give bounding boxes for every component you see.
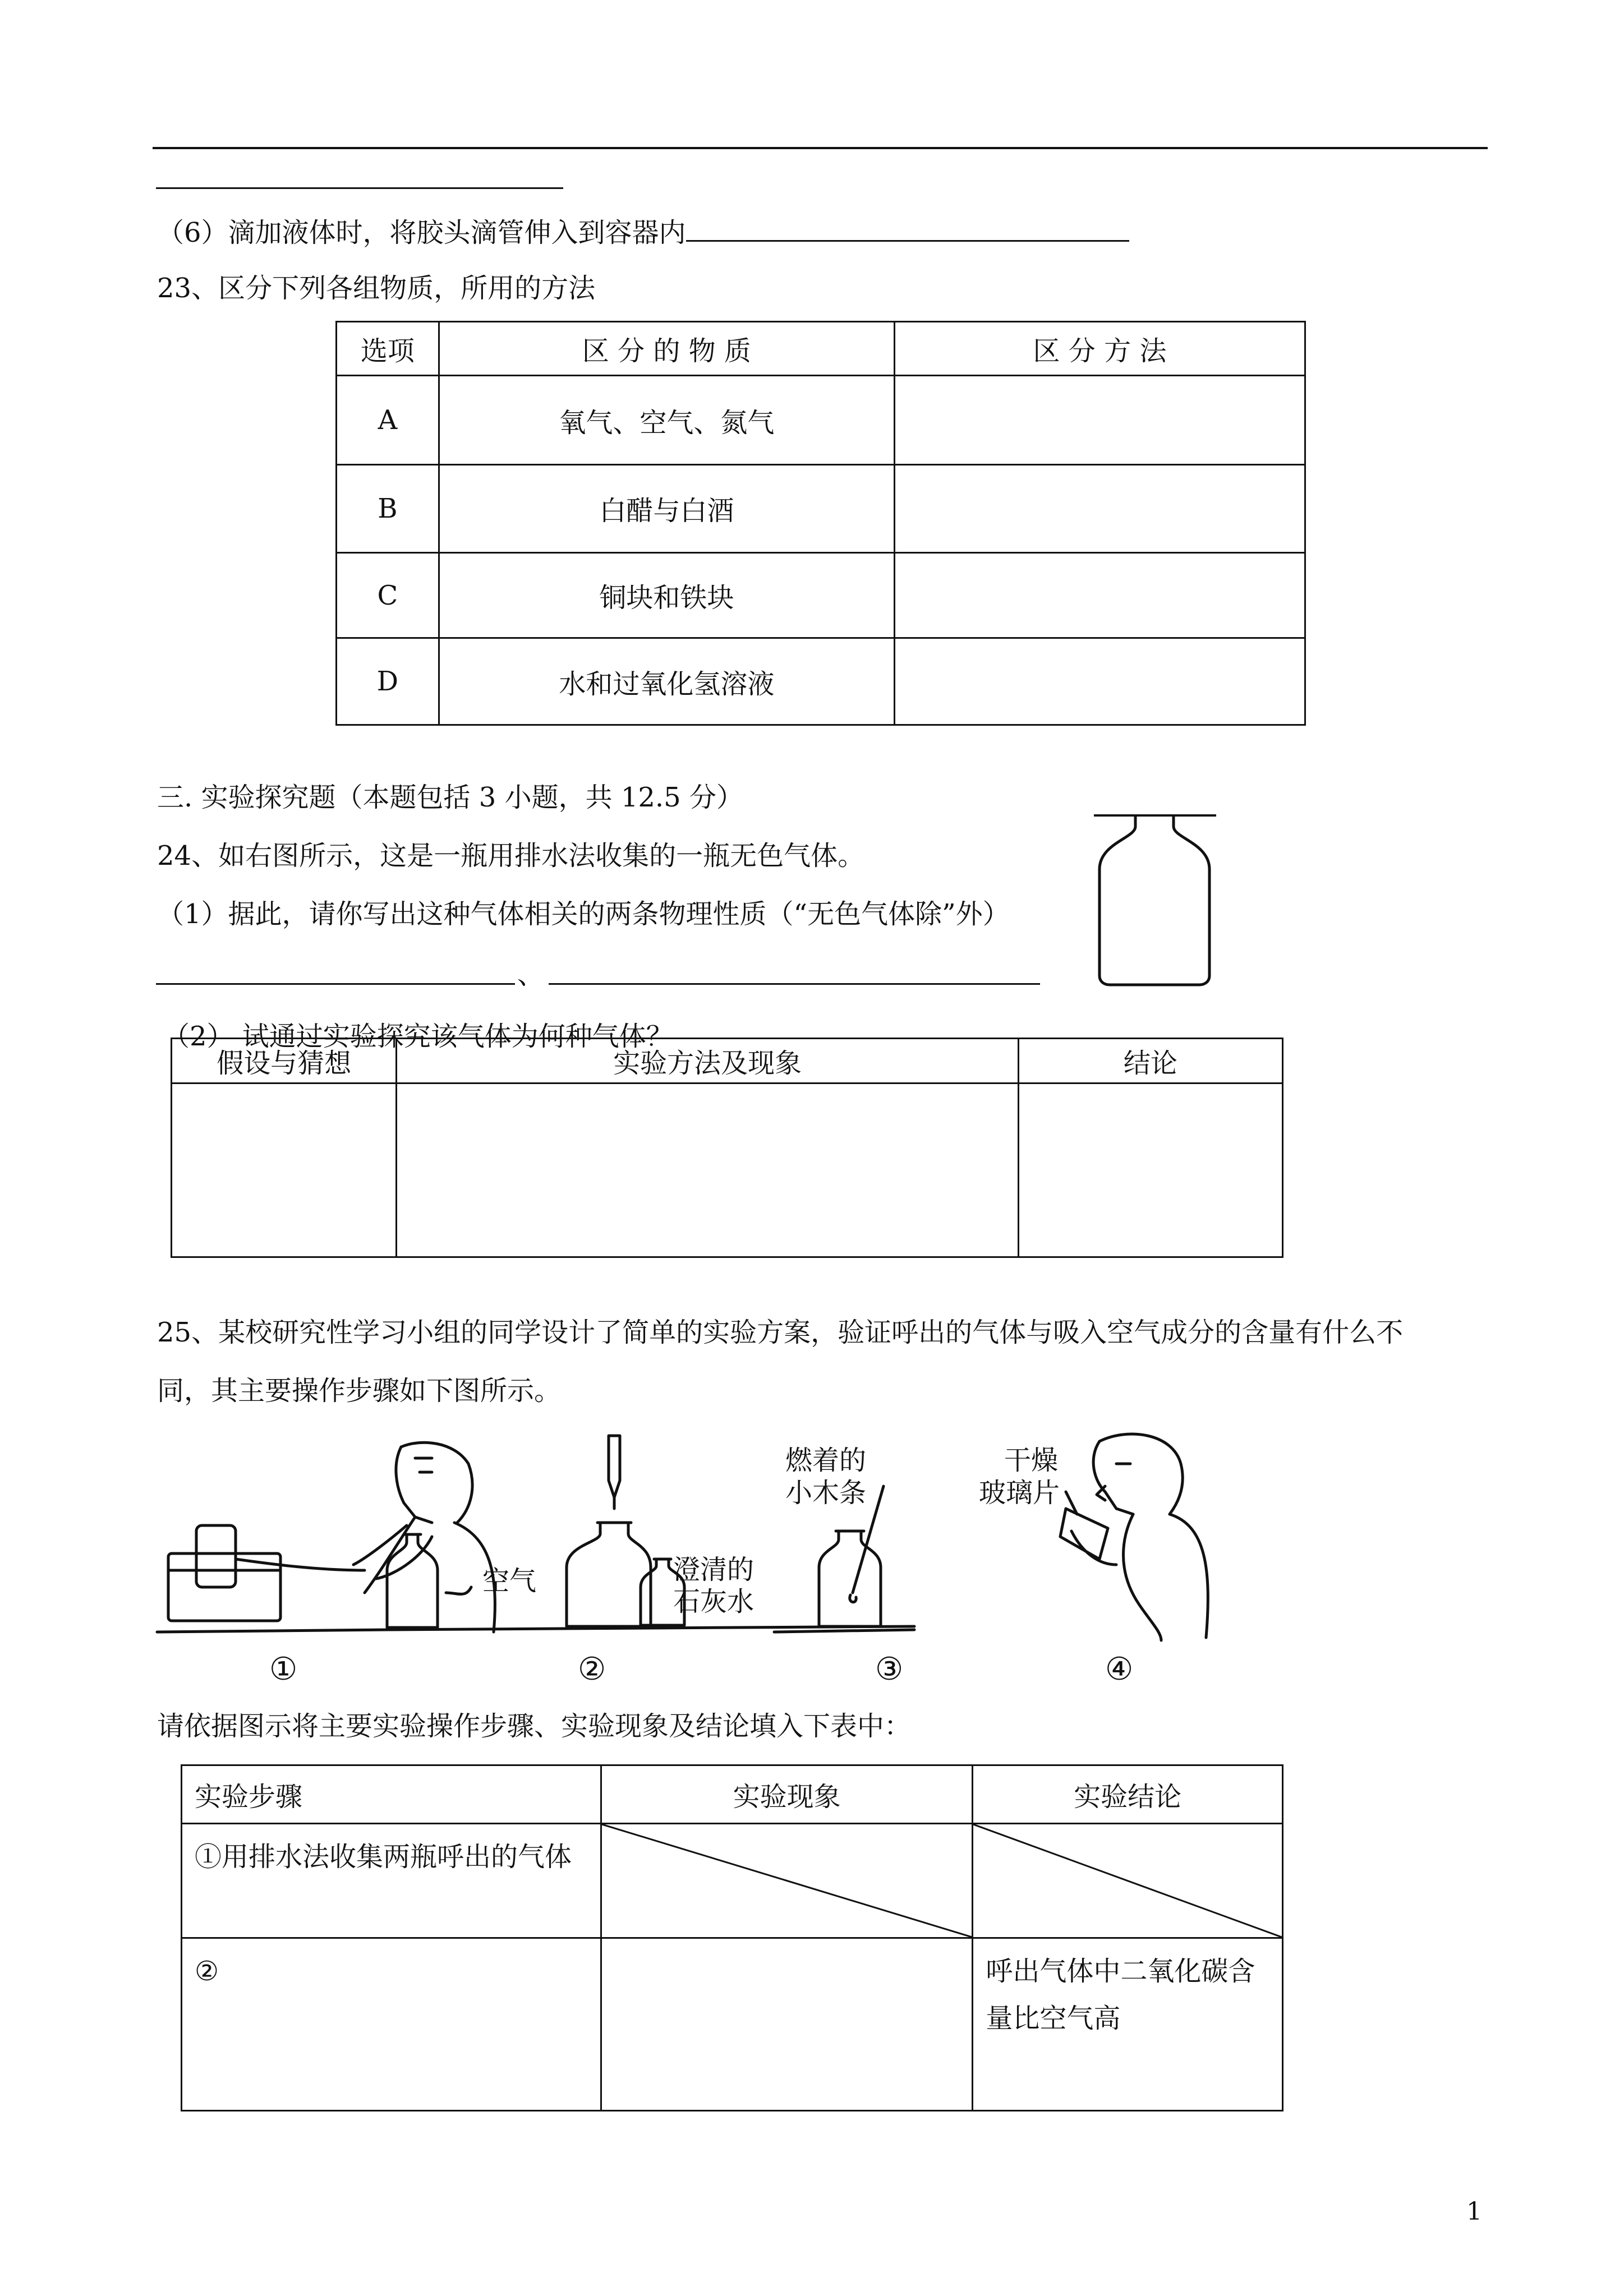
dropper-icon	[609, 1436, 620, 1509]
q25-row1-conclusion	[973, 1824, 1283, 1938]
q25-header-row	[182, 1765, 1283, 1824]
q24-intro: 24、如右图所示，这是一瓶用排水法收集的一瓶无色气体。	[157, 840, 865, 872]
label-glass-2: 玻璃片	[979, 1477, 1060, 1509]
label-limewater-2: 石灰水	[673, 1586, 755, 1617]
q23-row-d	[337, 638, 1305, 725]
label-step-3: ③	[875, 1651, 904, 1688]
q25-row2-step[interactable]: ②	[182, 1938, 601, 2111]
q23-row-b	[337, 465, 1305, 553]
q23-header-option: 选项	[337, 322, 439, 376]
q24-part2: （2） 试通过实验探究该气体为何种气体？	[163, 1021, 673, 1052]
header-rule	[153, 147, 1488, 149]
q23-method-a[interactable]	[894, 376, 1305, 465]
q23-option-a: A	[337, 376, 439, 465]
q25-header-step: 实验步骤	[182, 1765, 601, 1824]
q24-table	[171, 1038, 1283, 1258]
label-step-4: ④	[1105, 1651, 1134, 1688]
q24-header-row	[172, 1039, 1283, 1084]
q23-header-row	[337, 322, 1305, 376]
section3-title: 三. 实验探究题（本题包括 3 小题，共 12.5 分）	[157, 782, 743, 813]
label-limewater-1: 澄清的	[673, 1554, 755, 1585]
gas-bottle-icon	[1094, 808, 1229, 993]
q23-row-c	[337, 552, 1305, 638]
diagonal-slash-1	[602, 1824, 972, 1937]
label-air: 空气	[482, 1565, 537, 1597]
q23-option-c: C	[337, 552, 439, 638]
q23-header-method: 区 分 方 法	[894, 322, 1305, 376]
q25-table	[181, 1764, 1283, 2111]
q23-title: 23、区分下列各组物质，所用的方法	[157, 273, 596, 304]
label-step-2: ②	[578, 1651, 606, 1688]
person-breathing-glass-icon	[1060, 1434, 1208, 1640]
label-stick-1: 燃着的	[785, 1445, 867, 1476]
q22-item6-text: （6）滴加液体时，将胶头滴管伸入到容器内	[157, 217, 686, 248]
label-step-1: ①	[269, 1651, 298, 1688]
q23-substances-a: 氧气、空气、氮气	[439, 376, 894, 465]
q25-row1-step: ①用排水法收集两瓶呼出的气体	[182, 1824, 601, 1938]
q24-part1: （1）据此，请你写出这种气体相关的两条物理性质（“无色气体除”外）	[157, 898, 1010, 930]
q25-row2-conclusion: 呼出气体中二氧化碳含量比空气高	[973, 1938, 1283, 2111]
person-blowing-icon	[168, 1442, 495, 1632]
q24-header-hypothesis: 假设与猜想	[172, 1039, 397, 1084]
q23-substances-d: 水和过氧化氢溶液	[439, 638, 894, 725]
q22-item6	[157, 215, 1129, 250]
q25-intro-line1: 25、某校研究性学习小组的同学设计了简单的实验方案，验证呼出的气体与吸入空气成分的含量有什么不	[157, 1317, 1404, 1348]
page-number: 1	[1466, 2197, 1482, 2226]
bottle-2-icon	[567, 1523, 651, 1626]
q23-method-b[interactable]	[894, 465, 1305, 553]
q24-header-conclusion: 结论	[1018, 1039, 1282, 1084]
q24-header-method: 实验方法及现象	[397, 1039, 1018, 1084]
answer-line-prev	[156, 187, 563, 189]
q24-answer-row	[172, 1084, 1283, 1257]
q24-separator: 、	[517, 959, 545, 990]
q24-blank-1[interactable]	[156, 983, 515, 985]
q22-item6-blank[interactable]	[686, 215, 1129, 242]
q23-method-d[interactable]	[894, 638, 1305, 725]
q25-header-conclusion: 实验结论	[973, 1765, 1283, 1824]
q25-header-phenomenon: 实验现象	[601, 1765, 972, 1824]
label-glass-1: 干燥	[1004, 1445, 1059, 1476]
q25-row-2	[182, 1938, 1283, 2111]
q23-header-substances: 区 分 的 物 质	[439, 322, 894, 376]
q23-method-c[interactable]	[894, 552, 1305, 638]
q23-row-a	[337, 376, 1305, 465]
q24-blank-2[interactable]	[549, 983, 1040, 985]
diagonal-slash-2	[973, 1824, 1282, 1937]
q23-table	[335, 321, 1306, 726]
q24-conclusion-cell[interactable]	[1018, 1084, 1282, 1257]
q23-substances-c: 铜块和铁块	[439, 552, 894, 638]
q23-option-b: B	[337, 465, 439, 553]
q25-row1-phenomenon	[601, 1824, 972, 1938]
q25-row2-phenomenon[interactable]	[601, 1938, 972, 2111]
q24-hypothesis-cell[interactable]	[172, 1084, 397, 1257]
q25-row-1	[182, 1824, 1283, 1938]
q25-instruction: 请依据图示将主要实验操作步骤、实验现象及结论填入下表中：	[157, 1711, 912, 1742]
q25-intro-line2: 同，其主要操作步骤如下图所示。	[157, 1375, 562, 1407]
q23-substances-b: 白醋与白酒	[439, 465, 894, 553]
q23-option-d: D	[337, 638, 439, 725]
experiment-figure	[151, 1424, 1487, 1699]
q24-method-cell[interactable]	[397, 1084, 1018, 1257]
label-stick-2: 小木条	[785, 1477, 867, 1509]
